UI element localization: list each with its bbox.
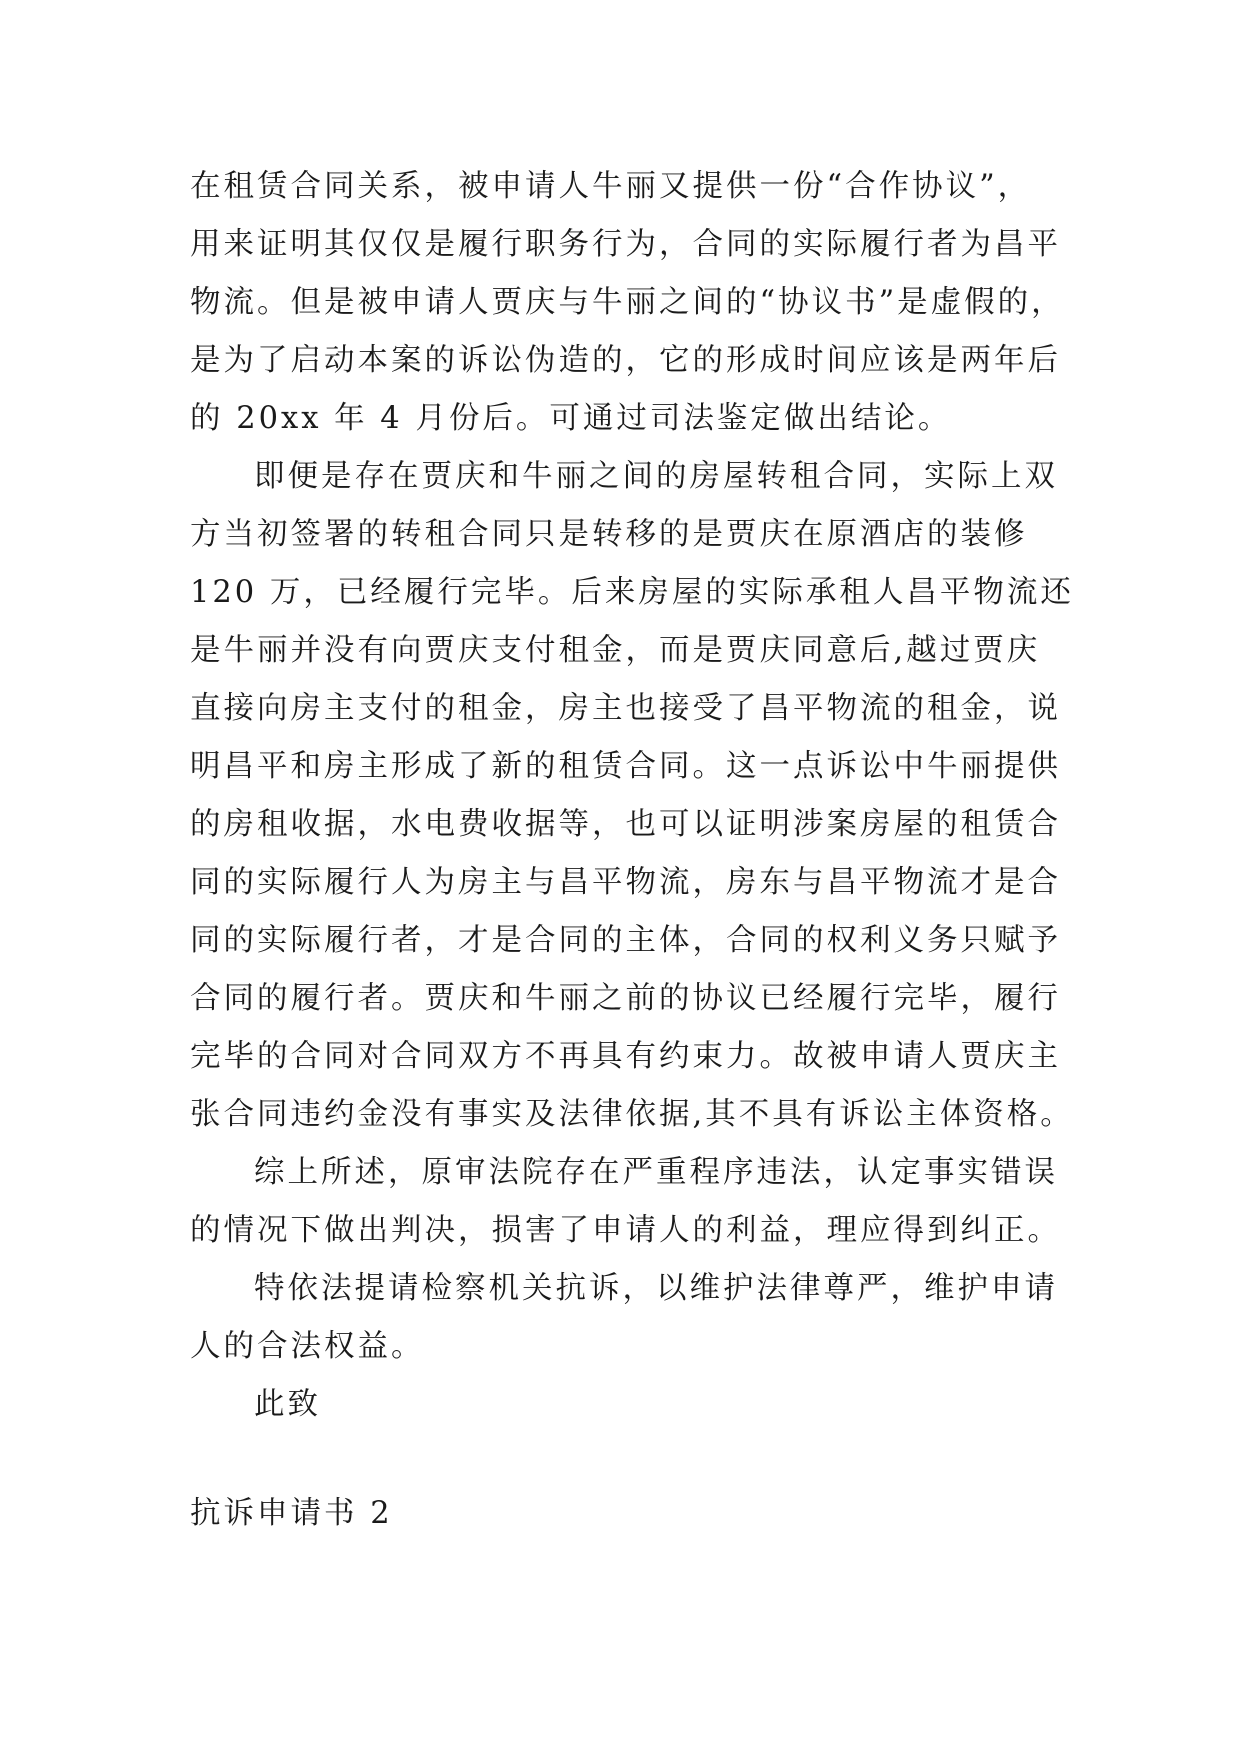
text-line: 明昌平和房主形成了新的租赁合同。这一点诉讼中牛丽提供: [190, 749, 1061, 784]
text-line: 的 20xx 年 4 月份后。可通过司法鉴定做出结论。: [190, 401, 952, 436]
text-line: 同的实际履行人为房主与昌平物流，房东与昌平物流才是合: [190, 865, 1061, 900]
text-line: 在租赁合同关系，被申请人牛丽又提供一份“合作协议”，: [190, 169, 1032, 204]
paragraph-first-line: 特依法提请检察机关抗诉，以维护法律尊严，维护申请: [254, 1271, 1058, 1306]
text-line: 是牛丽并没有向贾庆支付租金，而是贾庆同意后,越过贾庆: [190, 633, 1041, 668]
text-line: 合同的履行者。贾庆和牛丽之前的协议已经履行完毕，履行: [190, 981, 1061, 1016]
text-line: 的房租收据，水电费收据等，也可以证明涉案房屋的租赁合: [190, 807, 1061, 842]
text-line: 张合同违约金没有事实及法律依据,其不具有诉讼主体资格。: [190, 1097, 1074, 1132]
text-line: 的情况下做出判决，损害了申请人的利益，理应得到纠正。: [190, 1213, 1061, 1248]
text-line: 方当初签署的转租合同只是转移的是贾庆在原酒店的装修: [190, 517, 1028, 552]
closing-salutation: 此致: [254, 1387, 321, 1422]
text-line: 120 万，已经履行完毕。后来房屋的实际承租人昌平物流还: [190, 575, 1074, 610]
body-text: [190, 158, 1074, 1434]
paragraph-first-line: 综上所述，原审法院存在严重程序违法，认定事实错误: [254, 1155, 1058, 1190]
text-line: 直接向房主支付的租金，房主也接受了昌平物流的租金，说: [190, 691, 1061, 726]
paragraph-first-line: 即便是存在贾庆和牛丽之间的房屋转租合同，实际上双: [254, 459, 1058, 494]
text-line: 同的实际履行者，才是合同的主体，合同的权利义务只赋予: [190, 923, 1061, 958]
text-line: 完毕的合同对合同双方不再具有约束力。故被申请人贾庆主: [190, 1039, 1061, 1074]
text-line: 人的合法权益。: [190, 1329, 425, 1364]
text-line: 物流。但是被申请人贾庆与牛丽之间的“协议书”是虚假的，: [190, 285, 1065, 320]
text-line: 是为了启动本案的诉讼伪造的，它的形成时间应该是两年后: [190, 343, 1061, 378]
section-heading: 抗诉申请书 2: [190, 1496, 393, 1531]
text-line: 用来证明其仅仅是履行职务行为，合同的实际履行者为昌平: [190, 227, 1061, 262]
